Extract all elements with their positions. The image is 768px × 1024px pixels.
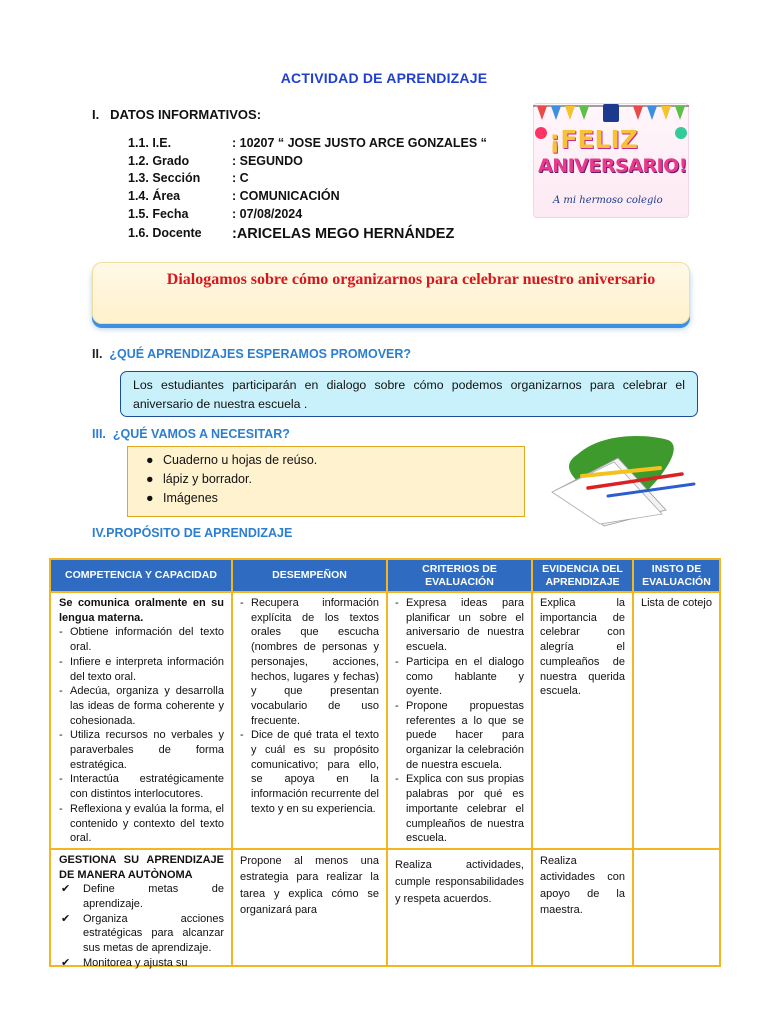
info-label: 1.5. Fecha: [128, 207, 189, 221]
table-row: [50, 592, 720, 849]
section-proposito: [92, 526, 292, 540]
list-item: - Obtiene información del texto oral.: [59, 626, 224, 654]
materials-list: [146, 451, 524, 508]
desempenos-list: [240, 596, 379, 817]
list-item: ● Imágenes: [146, 489, 524, 508]
table-header-row: [50, 559, 720, 592]
header-competencia: COMPETENCIA Y CAPACIDAD: [50, 559, 232, 592]
learning-description-box: Los estudiantes participarán en dialogo sobre cómo podemos organizarnos para celebrar el aniversario de nuestra escuela .: [120, 371, 698, 417]
header-desempeno: DESEMPEÑON: [232, 559, 387, 592]
list-item: - Expresa ideas para planificar un sobre el aniversario de nuestra escuela.: [395, 597, 524, 654]
list-item: - Infiere e interpreta información del texto oral.: [59, 655, 224, 683]
section-title: DATOS INFORMATIVOS:: [110, 107, 262, 122]
info-value: : 10207 “ JOSE JUSTO ARCE GONZALES “: [232, 136, 487, 150]
info-value: : 07/08/2024: [232, 207, 303, 221]
list-item: - Adecúa, organiza y desarrolla las ideas de forma coherente y cohesionada.: [59, 685, 224, 727]
table-row: [50, 849, 720, 966]
section-title: ¿QUÉ VAMOS A NECESITAR?: [112, 427, 290, 441]
banner-line-3: A mi hermoso colegio: [553, 195, 663, 206]
section-number: II.: [92, 347, 103, 361]
info-value: :ARICELAS MEGO HERNÁNDEZ: [232, 226, 455, 242]
list-item: - Participa en el dialogo como hablante y oyente.: [395, 655, 524, 698]
bullet-icon: ●: [146, 472, 154, 486]
section-title: ¿QUÉ APRENDIZAJES ESPERAMOS PROMOVER?: [109, 347, 412, 361]
list-item: ● Cuaderno u hojas de reúso.: [146, 451, 524, 470]
header-instrumento: INSTO DE EVALUACIÓN: [633, 559, 720, 592]
cell-desempeno: Propone al menos una estrategia para realizar la tarea y explica cómo se organizará para: [232, 849, 387, 966]
list-item: ● lápiz y borrador.: [146, 470, 524, 489]
list-item: - Interactúa estratégicamente con distintos interlocutores.: [59, 773, 224, 801]
list-item: - Reflexiona y evalúa la forma, el contenido y contexto del texto oral.: [59, 802, 224, 845]
header-evidencia: EVIDENCIA DEL APRENDIZAJE: [532, 559, 633, 592]
cell-evidencia: Realiza actividades con apoyo de la maestra.: [532, 849, 633, 966]
cell-instrumento: [633, 849, 720, 966]
list-item: - Explica con sus propias palabras por qué es importante celebrar el cumpleaños de nuestra escuela.: [395, 773, 524, 845]
capacidades-list: [59, 625, 224, 846]
list-item: ✔ Organiza acciones estratégicas para alcanzar sus metas de aprendizaje.: [61, 912, 224, 955]
capacidades-list: [59, 882, 224, 970]
info-value: : C: [232, 171, 249, 185]
info-label: 1.1. I.E.: [128, 136, 172, 150]
list-item: - Utiliza recursos no verbales y paraverbales de forma estratégica.: [59, 729, 224, 771]
banner-line-2: ANIVERSARIO!: [538, 155, 687, 177]
header-criterios: CRITERIOS DE EVALUACIÓN: [387, 559, 532, 592]
criterios-list: [395, 596, 524, 846]
bullet-icon: ●: [146, 491, 154, 505]
checkmark-icon: ✔: [61, 956, 71, 969]
checkmark-icon: ✔: [61, 883, 71, 896]
competencia-title: GESTIONA SU APRENDIZAJE DE MANERA AUTÒNOMA: [59, 853, 224, 881]
list-item: - Recupera información explícita de los textos orales que escucha (nombres de personas y personajes, acciones, hechos, lugares y fechas) y que presentan vocabulario de uso frecuente.: [240, 597, 379, 727]
info-label: 1.2. Grado: [128, 154, 190, 168]
section-necesitar: [92, 427, 290, 441]
info-label: 1.4. Área: [128, 189, 181, 203]
info-value: : SEGUNDO: [232, 154, 303, 168]
banner-line-1: ¡FELIZ: [549, 125, 638, 154]
paper-and-pencils-icon: [548, 432, 698, 528]
checkmark-icon: ✔: [61, 912, 71, 925]
list-item: ✔ Define metas de aprendizaje.: [61, 883, 224, 911]
anniversary-banner-image: [533, 103, 689, 218]
cell-instrumento: Lista de cotejo: [633, 592, 720, 849]
section-number: I.: [92, 107, 100, 122]
section-aprendizajes: [92, 347, 411, 361]
cell-criterios: Realiza actividades, cumple responsabilidades y respeta acuerdos.: [387, 849, 532, 966]
cell-desempeno: [232, 592, 387, 849]
info-label: 1.6. Docente: [128, 226, 202, 240]
list-item: ✔ Monitorea y ajusta su: [61, 956, 188, 969]
list-item: - Dice de qué trata el texto y cuál es su propósito comunicativo; para ello, se apoya en la información recurrente del texto y en su experiencia.: [240, 729, 379, 815]
info-label: 1.3. Sección: [128, 171, 201, 185]
activity-title-box: [92, 262, 690, 324]
materials-box: [127, 446, 525, 517]
cell-criterios: [387, 592, 532, 849]
cell-competencia: [50, 592, 232, 849]
page-title: ACTIVIDAD DE APRENDIZAJE: [280, 70, 488, 86]
section-number: III.: [92, 427, 106, 441]
section-title: PROPÓSITO DE APRENDIZAJE: [106, 526, 293, 540]
section-datos-informativos: [92, 107, 261, 122]
info-value: : COMUNICACIÓN: [232, 189, 340, 203]
bunting-flags-icon: [533, 103, 689, 125]
purpose-table: [49, 558, 721, 967]
cell-evidencia: Explica la importancia de celebrar con alegría el cumpleaños de nuestra querida escuela.: [532, 592, 633, 849]
competencia-title: Se comunica oralmente en su lengua materna.: [59, 597, 224, 624]
section-number: IV.: [92, 526, 107, 540]
list-item: - Propone propuestas referentes a lo que se puede hacer para organizar la celebración de nuestra escuela.: [395, 699, 524, 771]
cell-competencia: [50, 849, 232, 969]
bullet-icon: ●: [146, 453, 154, 467]
activity-title: Dialogamos sobre cómo organizarnos para celebrar nuestro aniversario: [166, 271, 656, 288]
